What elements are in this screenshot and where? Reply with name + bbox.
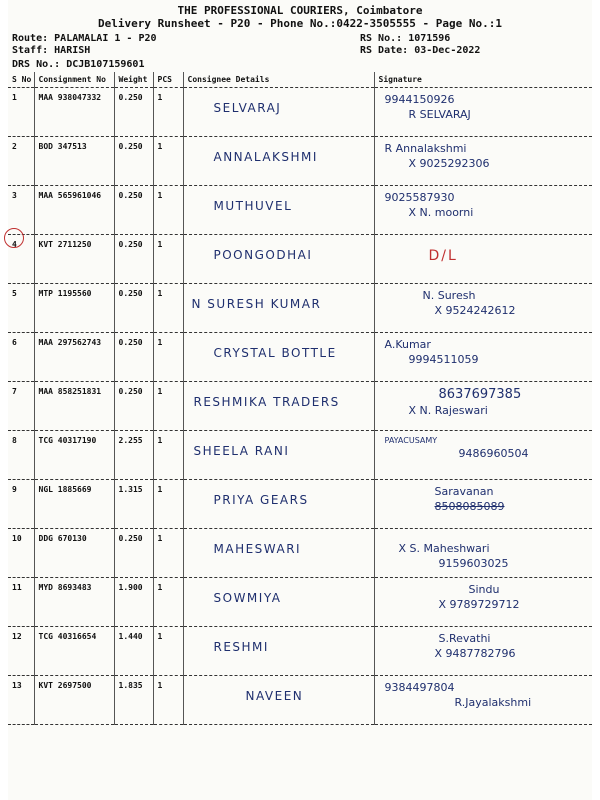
- sno-cell: 11: [8, 578, 34, 627]
- signature-line-2: R SELVARAJ: [408, 108, 471, 121]
- consignment-cell: KVT 2711250: [34, 235, 114, 284]
- consignee-handwriting: SHEELA RANI: [193, 444, 290, 458]
- consignee-cell: [183, 382, 374, 431]
- pcs-cell: 1: [153, 137, 183, 186]
- sno-cell: 5: [8, 284, 34, 333]
- route-value: PALAMALAI 1 - P20: [54, 33, 157, 44]
- signature-line-2: X 9789729712: [438, 598, 520, 611]
- consignee-cell: [183, 333, 374, 382]
- pcs-cell: 1: [153, 676, 183, 725]
- signature-line-1: A.Kumar: [384, 338, 431, 351]
- consignment-cell: BOD 347513: [34, 137, 114, 186]
- signature-line-2: X 9524242612: [434, 304, 516, 317]
- weight-cell: 0.250: [114, 235, 153, 284]
- col-header-sno: S No: [8, 72, 34, 88]
- consignee-cell: [183, 480, 374, 529]
- consignment-cell: NGL 1885669: [34, 480, 114, 529]
- signature-line-2: 9994511059: [408, 353, 479, 366]
- drs-label: DRS No.:: [12, 59, 61, 70]
- sno-cell: 13: [8, 676, 34, 725]
- signature-line-1: Saravanan: [434, 485, 494, 498]
- signature-line-1: 9944150926: [384, 93, 455, 106]
- signature-line-2: X 9487782796: [434, 647, 516, 660]
- consignment-cell: DDG 670130: [34, 529, 114, 578]
- sno-cell: 2: [8, 137, 34, 186]
- signature-cell: [374, 627, 592, 676]
- pcs-cell: 1: [153, 382, 183, 431]
- weight-cell: 0.250: [114, 137, 153, 186]
- consignment-cell: MYD 8693483: [34, 578, 114, 627]
- rs-no-value: 1071596: [408, 33, 451, 44]
- col-header-weight: Weight: [114, 72, 153, 88]
- weight-cell: 0.250: [114, 333, 153, 382]
- consignee-cell: [183, 284, 374, 333]
- sno-cell: 8: [8, 431, 34, 480]
- route-label: Route:: [12, 33, 49, 44]
- signature-line-2: R.Jayalakshmi: [454, 696, 532, 709]
- sheet-title: THE PROFESSIONAL COURIERS, Coimbatore: [177, 4, 423, 17]
- rs-no-label: RS No.:: [360, 33, 403, 44]
- rs-no-line: [360, 33, 450, 45]
- pcs-cell: 1: [153, 333, 183, 382]
- sno-cell: 7: [8, 382, 34, 431]
- table-row: [8, 480, 592, 529]
- signature-line-1: 9384497804: [384, 681, 455, 694]
- col-header-consignment: Consignment No: [34, 72, 114, 88]
- weight-cell: 1.835: [114, 676, 153, 725]
- sheet-subtitle: Delivery Runsheet - P20 - Phone No.:0422-3505555 - Page No.:1: [98, 17, 502, 30]
- signature-cell: [374, 676, 592, 725]
- runsheet-page: [8, 0, 592, 800]
- signature-line-1: Sindu: [468, 583, 500, 596]
- signature-line-2: X N. moorni: [408, 206, 474, 219]
- table-row: [8, 382, 592, 431]
- consignee-cell: [183, 235, 374, 284]
- consignee-handwriting: MUTHUVEL: [213, 199, 293, 213]
- col-header-consignee: Consignee Details: [183, 72, 374, 88]
- signature-line-2: 9486960504: [458, 447, 529, 460]
- consignee-cell: [183, 529, 374, 578]
- delivered-mark: D/L: [428, 248, 458, 264]
- consignee-handwriting: POONGODHAI: [213, 248, 313, 262]
- signature-line-1: N. Suresh: [422, 289, 476, 302]
- sno-cell: 3: [8, 186, 34, 235]
- staff-line: [12, 45, 90, 57]
- consignee-cell: [183, 676, 374, 725]
- signature-cell: [374, 529, 592, 578]
- signature-cell: [374, 480, 592, 529]
- sno-cell: 6: [8, 333, 34, 382]
- rs-date-line: [360, 45, 480, 57]
- signature-line-1: S.Revathi: [438, 632, 491, 645]
- consignee-handwriting: NAVEEN: [245, 689, 304, 703]
- weight-cell: 0.250: [114, 88, 153, 137]
- consignment-cell: KVT 2697500: [34, 676, 114, 725]
- consignment-cell: MAA 565961046: [34, 186, 114, 235]
- signature-cell: [374, 235, 592, 284]
- pcs-cell: 1: [153, 235, 183, 284]
- consignee-cell: [183, 578, 374, 627]
- sno-cell: 10: [8, 529, 34, 578]
- pcs-cell: 1: [153, 431, 183, 480]
- weight-cell: 0.250: [114, 529, 153, 578]
- table-row: [8, 137, 592, 186]
- consignee-cell: [183, 137, 374, 186]
- consignee-handwriting: MAHESWARI: [213, 542, 302, 556]
- weight-cell: 1.900: [114, 578, 153, 627]
- table-row: [8, 284, 592, 333]
- sno-cell: 1: [8, 88, 34, 137]
- pcs-cell: 1: [153, 186, 183, 235]
- signature-cell: [374, 382, 592, 431]
- signature-line-2: X 9025292306: [408, 157, 490, 170]
- table-row: [8, 88, 592, 137]
- signature-cell: [374, 431, 592, 480]
- consignee-handwriting: CRYSTAL BOTTLE: [213, 346, 337, 360]
- table-row: [8, 431, 592, 480]
- weight-cell: 0.250: [114, 186, 153, 235]
- sno-cell: 9: [8, 480, 34, 529]
- pcs-cell: 1: [153, 88, 183, 137]
- drs-value: DCJB107159601: [66, 59, 145, 70]
- pcs-cell: 1: [153, 284, 183, 333]
- consignment-cell: MAA 297562743: [34, 333, 114, 382]
- signature-cell: [374, 578, 592, 627]
- table-row: [8, 578, 592, 627]
- runsheet-table: [8, 72, 592, 725]
- signature-line-1: 9025587930: [384, 191, 455, 204]
- signature-line-1: PAYACUSAMY: [384, 436, 438, 445]
- table-header-row: [8, 72, 592, 88]
- consignee-handwriting: SOWMIYA: [213, 591, 282, 605]
- signature-cell: [374, 186, 592, 235]
- table-row: [8, 186, 592, 235]
- rs-date-label: RS Date:: [360, 45, 409, 56]
- consignee-cell: [183, 88, 374, 137]
- consignment-cell: MAA 858251831: [34, 382, 114, 431]
- signature-line-1: R Annalakshmi: [384, 142, 467, 155]
- staff-value: HARISH: [54, 45, 91, 56]
- consignee-handwriting: RESHMI: [213, 640, 269, 654]
- consignee-handwriting: SELVARAJ: [213, 101, 282, 115]
- route-line: [12, 33, 157, 45]
- table-row: [8, 235, 592, 284]
- signature-line-2: 8508085089: [434, 500, 505, 513]
- consignee-handwriting: N SURESH KUMAR: [191, 297, 322, 311]
- col-header-pcs: PCS: [153, 72, 183, 88]
- consignee-handwriting: ANNALAKSHMI: [213, 150, 318, 164]
- rs-date-value: 03-Dec-2022: [414, 45, 481, 56]
- sno-cell: 4: [8, 235, 34, 284]
- pcs-cell: 1: [153, 480, 183, 529]
- consignee-cell: [183, 431, 374, 480]
- consignment-cell: TCG 40317190: [34, 431, 114, 480]
- table-row: [8, 627, 592, 676]
- table-row: [8, 676, 592, 725]
- pcs-cell: 1: [153, 529, 183, 578]
- signature-line-1: X S. Maheshwari: [398, 542, 490, 555]
- pcs-cell: 1: [153, 578, 183, 627]
- consignee-cell: [183, 186, 374, 235]
- weight-cell: 1.315: [114, 480, 153, 529]
- consignee-handwriting: PRIYA GEARS: [213, 493, 309, 507]
- consignment-cell: TCG 40316654: [34, 627, 114, 676]
- pcs-cell: 1: [153, 627, 183, 676]
- weight-cell: 0.250: [114, 382, 153, 431]
- signature-line-2: X N. Rajeswari: [408, 404, 488, 417]
- consignment-cell: MTP 1195560: [34, 284, 114, 333]
- signature-cell: [374, 284, 592, 333]
- signature-cell: [374, 137, 592, 186]
- row-4-red-circle: [4, 228, 24, 248]
- table-row: [8, 529, 592, 578]
- consignment-cell: MAA 938047332: [34, 88, 114, 137]
- sno-cell: 12: [8, 627, 34, 676]
- signature-line-1: 8637697385: [438, 387, 522, 402]
- table-row: [8, 333, 592, 382]
- staff-label: Staff:: [12, 45, 49, 56]
- signature-line-2: 9159603025: [438, 557, 509, 570]
- col-header-signature: Signature: [374, 72, 592, 88]
- weight-cell: 1.440: [114, 627, 153, 676]
- weight-cell: 2.255: [114, 431, 153, 480]
- signature-cell: [374, 333, 592, 382]
- signature-cell: [374, 88, 592, 137]
- consignee-cell: [183, 627, 374, 676]
- drs-line: [12, 59, 144, 71]
- weight-cell: 0.250: [114, 284, 153, 333]
- consignee-handwriting: RESHMIKA TRADERS: [193, 395, 340, 409]
